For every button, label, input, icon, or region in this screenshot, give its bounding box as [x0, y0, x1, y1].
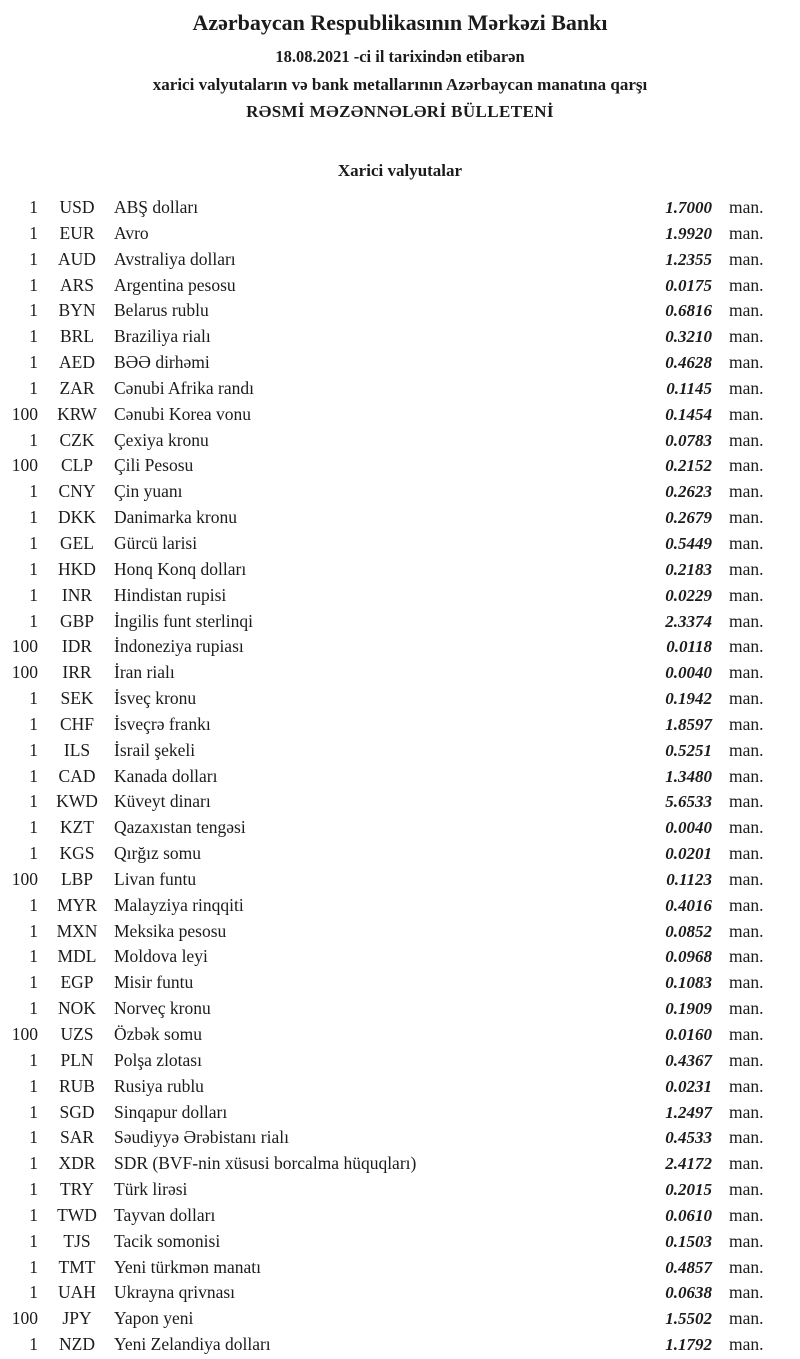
row-currency-code: CAD [58, 765, 96, 786]
row-rate: 0.1123 [666, 869, 712, 889]
row-unit: man. [729, 1024, 764, 1044]
table-row [0, 609, 800, 635]
row-currency-name: Çin yuanı [114, 481, 183, 502]
table-row [0, 919, 800, 945]
row-currency-code: IRR [62, 662, 92, 683]
row-unit: man. [729, 662, 764, 683]
row-unit: man. [729, 688, 764, 709]
row-rate: 0.2152 [665, 456, 712, 476]
row-unit: man. [729, 765, 764, 786]
row-unit: man. [729, 274, 764, 295]
row-quantity: 100 [11, 868, 38, 889]
table-row [0, 1306, 800, 1332]
row-unit: man. [729, 791, 764, 812]
row-quantity: 1 [29, 894, 38, 915]
table-row [0, 324, 800, 350]
row-unit: man. [729, 1153, 764, 1174]
row-unit: man. [729, 920, 764, 941]
table-row [0, 841, 800, 867]
row-currency-code: DKK [58, 507, 96, 528]
row-unit: man. [729, 197, 764, 217]
row-rate: 0.1083 [665, 973, 712, 993]
row-rate: 0.1145 [666, 378, 712, 398]
row-rate: 5.6533 [665, 792, 712, 812]
table-row [0, 1280, 800, 1306]
row-currency-name: Qırğız somu [114, 843, 202, 864]
table-row [0, 944, 800, 970]
row-rate: 1.9920 [665, 223, 712, 243]
row-currency-name: Avro [114, 222, 149, 243]
row-quantity: 1 [29, 1101, 38, 1122]
table-row [0, 273, 800, 299]
row-currency-code: HKD [58, 558, 96, 579]
row-unit: man. [729, 248, 764, 269]
bank-name: Azərbaycan Respublikasının Mərkəzi Bankı [192, 10, 608, 35]
row-currency-code: TMT [58, 1256, 96, 1277]
row-currency-code: KWD [56, 791, 98, 812]
rates-table [0, 195, 800, 1358]
row-quantity: 1 [29, 377, 38, 398]
table-row [0, 531, 800, 557]
row-quantity: 1 [29, 1230, 38, 1251]
row-currency-name: Polşa zlotası [114, 1049, 202, 1070]
row-rate: 1.7000 [665, 198, 712, 217]
row-rate: 0.0175 [665, 275, 712, 295]
row-currency-name: Meksika pesosu [114, 920, 227, 941]
row-unit: man. [729, 894, 764, 915]
row-unit: man. [729, 222, 764, 243]
table-row [0, 1151, 800, 1177]
row-rate: 0.0231 [665, 1076, 712, 1096]
bulletin-header [0, 9, 800, 123]
row-unit: man. [729, 1179, 764, 1200]
row-rate: 0.0040 [665, 818, 712, 838]
table-row [0, 815, 800, 841]
row-currency-code: BRL [59, 326, 95, 347]
row-currency-name: Belarus rublu [114, 300, 209, 321]
table-row [0, 428, 800, 454]
row-currency-code: UZS [60, 1024, 94, 1044]
row-rate: 0.1454 [665, 404, 712, 424]
row-rate: 1.2355 [665, 249, 712, 269]
row-currency-code: SAR [59, 1127, 95, 1148]
row-currency-name: Misir funtu [114, 972, 194, 993]
row-currency-name: İngilis funt sterlinqi [114, 610, 254, 631]
row-currency-code: SEK [60, 688, 94, 709]
row-currency-code: CLP [60, 455, 94, 476]
row-currency-code: EGP [60, 972, 94, 993]
row-unit: man. [729, 1256, 764, 1277]
row-currency-name: BƏƏ dirhəmi [114, 352, 210, 373]
row-rate: 0.2183 [665, 559, 712, 579]
row-quantity: 1 [29, 713, 38, 734]
row-currency-name: Gürcü larisi [114, 532, 198, 553]
row-currency-code: ARS [59, 274, 95, 295]
row-rate: 1.2497 [665, 1102, 712, 1122]
row-currency-code: GBP [59, 610, 95, 631]
row-unit: man. [729, 713, 764, 734]
row-quantity: 1 [29, 1049, 38, 1070]
row-currency-name: Ukrayna qrivnası [114, 1282, 236, 1303]
row-quantity: 1 [29, 688, 38, 709]
row-unit: man. [729, 946, 764, 967]
row-quantity: 1 [29, 1075, 38, 1096]
row-currency-name: Cənubi Korea vonu [114, 403, 252, 424]
row-currency-code: EUR [59, 222, 95, 243]
row-currency-code: TRY [59, 1179, 95, 1200]
table-row [0, 298, 800, 324]
row-currency-name: Cənubi Afrika randı [114, 377, 254, 398]
row-quantity: 1 [29, 584, 38, 605]
row-currency-name: Özbək somu [114, 1024, 202, 1044]
row-unit: man. [729, 998, 764, 1019]
row-unit: man. [729, 352, 764, 373]
row-rate: 0.1503 [665, 1231, 712, 1251]
table-row [0, 1022, 800, 1048]
row-quantity: 1 [29, 920, 38, 941]
row-unit: man. [729, 1127, 764, 1148]
row-currency-name: Yapon yeni [114, 1308, 194, 1329]
row-rate: 0.1909 [665, 999, 712, 1019]
row-quantity: 1 [29, 429, 38, 450]
row-currency-code: NZD [59, 1334, 95, 1355]
row-unit: man. [729, 507, 764, 528]
row-currency-code: NOK [58, 998, 96, 1019]
table-row [0, 1229, 800, 1255]
row-currency-code: KGS [59, 843, 95, 864]
row-currency-code: SGD [59, 1101, 95, 1122]
table-row [0, 479, 800, 505]
row-quantity: 1 [29, 274, 38, 295]
row-rate: 0.5449 [665, 533, 712, 553]
row-rate: 0.0160 [665, 1025, 712, 1044]
table-row [0, 1332, 800, 1358]
row-quantity: 1 [29, 248, 38, 269]
row-rate: 0.5251 [665, 740, 712, 760]
row-quantity: 100 [11, 1024, 38, 1044]
row-currency-code: CHF [59, 713, 95, 734]
row-quantity: 1 [29, 791, 38, 812]
row-rate: 0.0638 [665, 1283, 712, 1303]
row-unit: man. [729, 532, 764, 553]
row-unit: man. [729, 326, 764, 347]
row-unit: man. [729, 1282, 764, 1303]
row-rate: 0.2015 [665, 1180, 712, 1200]
section-title: Xarici valyutalar [337, 161, 463, 180]
row-currency-name: Çexiya kronu [114, 429, 209, 450]
row-currency-name: Rusiya rublu [114, 1075, 204, 1096]
row-unit: man. [729, 1308, 764, 1329]
row-currency-name: Türk lirəsi [114, 1179, 188, 1200]
row-rate: 0.6816 [665, 301, 712, 321]
table-row [0, 764, 800, 790]
row-quantity: 1 [29, 1204, 38, 1225]
table-row [0, 996, 800, 1022]
row-quantity: 1 [29, 558, 38, 579]
row-currency-code: KZT [59, 817, 95, 838]
row-currency-code: AUD [58, 248, 96, 269]
row-rate: 0.0040 [665, 663, 712, 683]
table-row [0, 867, 800, 893]
row-quantity: 1 [29, 300, 38, 321]
row-currency-code: LBP [60, 868, 94, 889]
table-row [0, 1255, 800, 1281]
row-quantity: 1 [29, 352, 38, 373]
table-row [0, 634, 800, 660]
row-currency-name: Hindistan rupisi [114, 584, 227, 605]
row-currency-code: CNY [58, 481, 96, 502]
row-currency-name: Yeni türkmən manatı [114, 1256, 261, 1277]
row-rate: 0.0852 [665, 921, 712, 941]
row-quantity: 100 [11, 1308, 38, 1329]
row-currency-code: MYR [57, 894, 97, 915]
row-currency-code: BYN [58, 300, 96, 321]
row-rate: 1.1792 [665, 1335, 712, 1355]
row-currency-name: Qazaxıstan tengəsi [114, 817, 246, 838]
row-currency-name: Moldova leyi [114, 946, 208, 967]
row-currency-code: ZAR [59, 377, 95, 398]
row-currency-code: TWD [57, 1204, 97, 1225]
table-row [0, 195, 800, 221]
row-quantity: 1 [29, 1256, 38, 1277]
row-quantity: 1 [29, 532, 38, 553]
row-currency-name: Norveç kronu [114, 998, 211, 1019]
table-row [0, 376, 800, 402]
row-unit: man. [729, 584, 764, 605]
row-currency-name: Səudiyyə Ərəbistanı rialı [114, 1127, 289, 1148]
table-row [0, 1100, 800, 1126]
row-currency-code: USD [59, 197, 95, 217]
row-currency-name: Kanada dolları [114, 765, 218, 786]
row-rate: 0.4628 [665, 353, 712, 373]
row-unit: man. [729, 868, 764, 889]
row-currency-code: XDR [58, 1153, 96, 1174]
table-row [0, 583, 800, 609]
row-unit: man. [729, 817, 764, 838]
table-row [0, 505, 800, 531]
table-row [0, 1048, 800, 1074]
row-unit: man. [729, 1230, 764, 1251]
row-unit: man. [729, 429, 764, 450]
row-quantity: 1 [29, 1282, 38, 1303]
row-unit: man. [729, 636, 764, 657]
effective-date-line: 18.08.2021 -ci il tarixindən etibarən [275, 47, 525, 66]
row-rate: 0.3210 [665, 327, 712, 347]
row-currency-name: Küveyt dinarı [114, 791, 211, 812]
row-currency-name: Malayziya rinqqiti [114, 894, 244, 915]
row-quantity: 100 [11, 455, 38, 476]
row-currency-name: Avstraliya dolları [114, 248, 236, 269]
row-currency-name: Sinqapur dolları [114, 1101, 228, 1122]
row-unit: man. [729, 972, 764, 993]
row-rate: 1.5502 [665, 1309, 712, 1329]
row-currency-name: Tayvan dolları [114, 1204, 216, 1225]
row-rate: 2.3374 [665, 611, 712, 631]
row-quantity: 1 [29, 765, 38, 786]
row-quantity: 1 [29, 817, 38, 838]
row-quantity: 1 [29, 326, 38, 347]
table-row [0, 1177, 800, 1203]
row-quantity: 100 [11, 662, 38, 683]
row-quantity: 1 [29, 222, 38, 243]
row-rate: 0.0610 [665, 1205, 712, 1225]
row-unit: man. [729, 481, 764, 502]
row-currency-name: İsrail şekeli [114, 739, 196, 760]
row-rate: 0.0201 [665, 844, 712, 864]
row-rate: 0.0229 [665, 585, 712, 605]
row-rate: 0.0118 [666, 637, 712, 657]
row-quantity: 1 [29, 972, 38, 993]
row-currency-name: ABŞ dolları [114, 197, 199, 217]
row-currency-code: AED [59, 352, 95, 373]
row-quantity: 1 [29, 1179, 38, 1200]
row-unit: man. [729, 455, 764, 476]
row-quantity: 1 [29, 507, 38, 528]
row-currency-name: İsveçrə frankı [114, 713, 211, 734]
row-rate: 0.0968 [665, 947, 712, 967]
row-unit: man. [729, 1075, 764, 1096]
table-row [0, 247, 800, 273]
row-currency-code: INR [61, 584, 93, 605]
row-quantity: 1 [29, 946, 38, 967]
row-quantity: 1 [29, 843, 38, 864]
table-row [0, 557, 800, 583]
row-rate: 2.4172 [665, 1154, 712, 1174]
row-quantity: 1 [29, 739, 38, 760]
row-currency-code: MXN [56, 920, 98, 941]
row-rate: 0.2623 [665, 482, 712, 502]
table-row [0, 402, 800, 428]
row-rate: 0.4533 [665, 1128, 712, 1148]
row-currency-name: Danimarka kronu [114, 507, 237, 528]
row-currency-name: Braziliya rialı [114, 326, 211, 347]
table-row [0, 893, 800, 919]
row-quantity: 1 [29, 610, 38, 631]
row-currency-name: Tacik somonisi [114, 1230, 221, 1251]
row-currency-name: Livan funtu [114, 868, 197, 889]
row-unit: man. [729, 1049, 764, 1070]
row-quantity: 1 [29, 197, 38, 217]
row-currency-name: Argentina pesosu [114, 274, 236, 295]
table-row [0, 712, 800, 738]
row-currency-code: TJS [63, 1230, 91, 1251]
row-currency-name: İndoneziya rupiası [114, 636, 244, 657]
row-quantity: 100 [11, 636, 38, 657]
table-row [0, 453, 800, 479]
row-currency-code: GEL [59, 532, 95, 553]
row-rate: 0.4016 [665, 895, 712, 915]
table-row [0, 1074, 800, 1100]
row-unit: man. [729, 610, 764, 631]
row-currency-name: Çili Pesosu [114, 455, 194, 476]
row-unit: man. [729, 377, 764, 398]
row-quantity: 100 [11, 403, 38, 424]
row-currency-code: IDR [61, 636, 93, 657]
row-currency-code: RUB [59, 1075, 95, 1096]
row-currency-code: MDL [57, 946, 97, 967]
row-rate: 0.2679 [665, 508, 712, 528]
row-quantity: 1 [29, 998, 38, 1019]
row-rate: 0.1942 [665, 689, 712, 709]
table-row [0, 789, 800, 815]
table-row [0, 970, 800, 996]
row-currency-name: Honq Konq dolları [114, 558, 247, 579]
row-rate: 1.8597 [665, 714, 712, 734]
row-currency-code: KRW [57, 403, 97, 424]
row-rate: 0.4367 [665, 1050, 712, 1070]
row-unit: man. [729, 403, 764, 424]
row-unit: man. [729, 843, 764, 864]
row-currency-code: ILS [63, 739, 91, 760]
row-currency-code: UAH [58, 1282, 96, 1303]
row-quantity: 1 [29, 1153, 38, 1174]
row-unit: man. [729, 1101, 764, 1122]
row-unit: man. [729, 739, 764, 760]
row-unit: man. [729, 558, 764, 579]
table-row [0, 686, 800, 712]
row-currency-code: CZK [59, 429, 95, 450]
table-row [0, 738, 800, 764]
row-rate: 0.4857 [665, 1257, 712, 1277]
table-row [0, 1125, 800, 1151]
row-currency-name: İran rialı [114, 662, 175, 683]
row-unit: man. [729, 1204, 764, 1225]
row-unit: man. [729, 300, 764, 321]
row-quantity: 1 [29, 1334, 38, 1355]
row-rate: 0.0783 [665, 430, 712, 450]
row-currency-code: JPY [62, 1308, 92, 1329]
table-row [0, 1203, 800, 1229]
row-quantity: 1 [29, 481, 38, 502]
row-currency-name: İsveç kronu [114, 688, 197, 709]
row-currency-name: Yeni Zelandiya dolları [114, 1334, 271, 1355]
row-unit: man. [729, 1334, 764, 1355]
table-row [0, 221, 800, 247]
row-currency-name: SDR (BVF-nin xüsusi borcalma hüquqları) [114, 1153, 417, 1174]
subject-line: xarici valyutaların və bank metallarının Azərbaycan manatına qarşı [152, 75, 648, 94]
row-currency-code: PLN [60, 1049, 94, 1070]
table-row [0, 660, 800, 686]
table-row [0, 350, 800, 376]
row-rate: 1.3480 [665, 766, 712, 786]
row-quantity: 1 [29, 1127, 38, 1148]
bulletin-title: RƏSMİ MƏZƏNNƏLƏRİ BÜLLETENİ [246, 102, 554, 121]
